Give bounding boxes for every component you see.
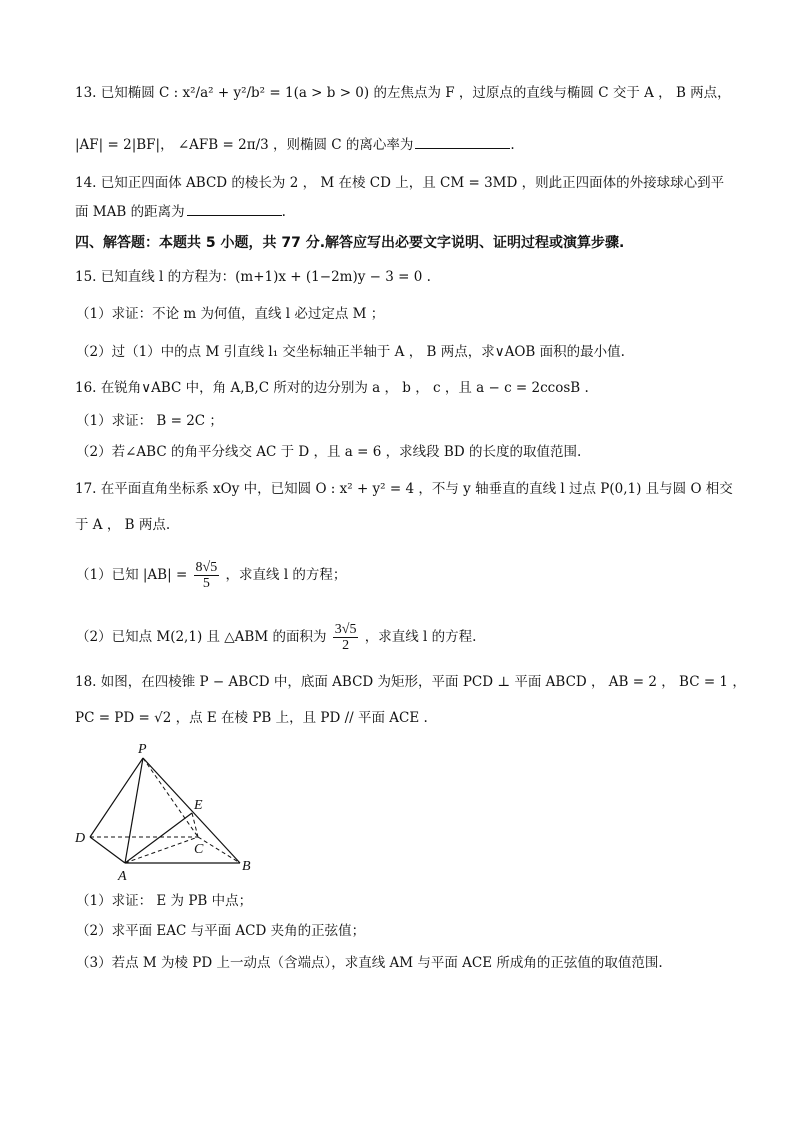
q16-stem: 16. 在锐角∨ABC 中，角 A,B,C 所对的边分别为 a ， b ， c ，且 a − c = 2ccosB . — [75, 380, 589, 396]
fraction: $\frac{8√5}{5}$ — [195, 560, 218, 591]
q13-line2-text: |AF| = 2|BF|， ∠AFB = 2π/3 ，则椭圆 C 的离心率为 — [75, 137, 414, 153]
q14-line1: 14. 已知正四面体 ABCD 的棱长为 2 ， M 在棱 CD 上，且 CM = 3MD ，则此正四面体的外接球球心到平 — [75, 175, 725, 191]
q16-part1: （1）求证： B = 2C ； — [76, 413, 223, 429]
answer-blank[interactable] — [187, 201, 282, 216]
q16-part2: （2）若∠ABC 的角平分线交 AC 于 D ，且 a = 6 ，求线段 BD 的长度的取值范围. — [76, 444, 582, 460]
q14-line2: 面 MAB 的距离为 . — [75, 201, 734, 223]
q15-stem: 15. 已知直线 l 的方程为：(m+1)x + (1−2m)y − 3 = 0 . — [75, 269, 431, 285]
section-heading: 四、解答题：本题共 5 小题，共 77 分.解答应写出必要文字说明、证明过程或演算步骤. — [75, 235, 625, 251]
label-e: E — [194, 798, 203, 813]
q17-stem-line2: 于 A ， B 两点. — [75, 517, 171, 533]
label-b: B — [242, 859, 251, 874]
label-p: P — [138, 742, 147, 757]
q18-part2: （2）求平面 EAC 与平面 ACD 夹角的正弦值； — [76, 923, 366, 939]
label-c: C — [194, 842, 204, 857]
q18-stem-line1: 18. 如图，在四棱锥 P − ABCD 中，底面 ABCD 为矩形，平面 PCD ⊥ 平面 ABCD ， AB = 2 ， BC = 1 ， — [75, 674, 746, 690]
answer-blank[interactable] — [415, 134, 510, 149]
fraction: $\frac{3√5}{2}$ — [334, 622, 357, 653]
edge-pd — [90, 758, 143, 837]
q15-part2: （2）过（1）中的点 M 引直线 l₁ 交坐标轴正半轴于 A ， B 两点，求∨AOB 面积的最小值. — [76, 344, 625, 360]
edge-da — [90, 837, 125, 863]
q14-line2-text: 面 MAB 的距离为 — [75, 204, 185, 220]
q18-part3: （3）若点 M 为棱 PD 上一动点（含端点），求直线 AM 与平面 ACE 所成角的正弦值的取值范围. — [76, 955, 663, 971]
q13-line2: |AF| = 2|BF|， ∠AFB = 2π/3 ，则椭圆 C 的离心率为 . — [75, 134, 734, 156]
edge-pb — [143, 758, 240, 863]
pyramid-figure — [70, 740, 270, 890]
edge-pc — [143, 758, 198, 837]
q18-part1: （1）求证： E 为 PB 中点； — [76, 893, 253, 909]
edge-pa — [125, 758, 143, 863]
q17-part2: （2）已知点 M(2,1) 且 △ABM 的面积为 $\frac{3√5}{2}$ ，求直线 l 的方程. — [76, 622, 477, 653]
segment-ac — [125, 837, 198, 863]
q17-part1: （1）已知 |AB| = $\frac{8√5}{5}$ ，求直线 l 的方程； — [76, 560, 347, 591]
q15-part1: （1）求证：不论 m 为何值，直线 l 必过定点 M ； — [76, 306, 385, 322]
label-d: D — [75, 831, 86, 846]
segment-ae — [125, 813, 192, 863]
q13-line1: 13. 已知椭圆 C : x²/a² + y²/b² = 1(a > b > 0) 的左焦点为 F ，过原点的直线与椭圆 C 交于 A ， B 两点， — [75, 85, 731, 101]
q18-stem-line2: PC = PD = √2 ，点 E 在棱 PB 上，且 PD // 平面 ACE . — [75, 710, 428, 726]
label-a: A — [118, 869, 127, 884]
q17-stem-line1: 17. 在平面直角坐标系 xOy 中，已知圆 O : x² + y² = 4 ，不与 y 轴垂直的直线 l 过点 P(0,1) 且与圆 O 相交 — [75, 481, 733, 497]
